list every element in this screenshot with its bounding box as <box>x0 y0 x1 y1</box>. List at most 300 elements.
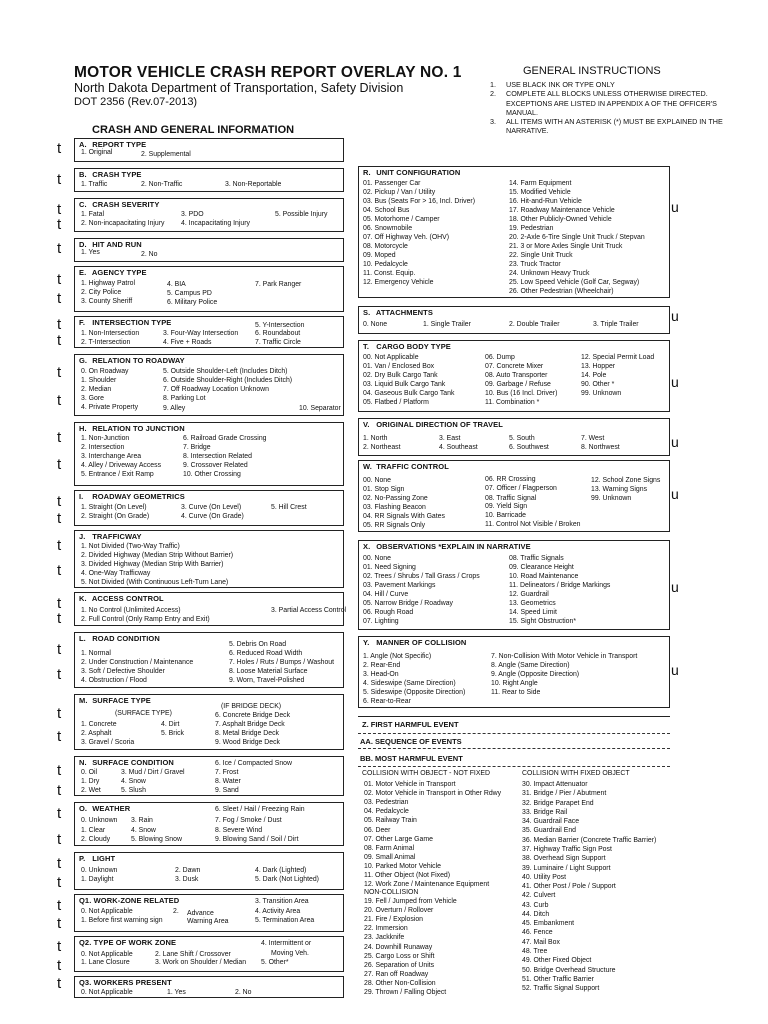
option-item: 1. Fatal <box>81 211 104 218</box>
section-label <box>79 896 179 905</box>
section-label <box>79 140 146 149</box>
option-item: 04. Gaseous Bulk Cargo Tank <box>363 390 455 397</box>
event-option: 10. Parked Motor Vehicle <box>364 862 441 870</box>
field-marker-t: t <box>57 493 62 510</box>
section-key: L. <box>79 634 86 643</box>
option-item: 9. Angle (Opposite Direction) <box>491 671 580 678</box>
option-item: 5. Entrance / Exit Ramp <box>81 471 154 478</box>
section-key: J. <box>79 532 86 541</box>
option-item: 5. Campus PD <box>167 290 212 297</box>
option-item: 4. One-Way Trafficway <box>81 570 151 577</box>
event-option: 37. Highway Traffic Sign Post <box>522 845 612 853</box>
option-item: 4. Private Property <box>81 404 139 411</box>
option-item: 09. Yield Sign <box>485 503 528 510</box>
option-item: 2. Supplemental <box>141 151 191 158</box>
option-item: 1. Normal <box>81 650 111 657</box>
section-title: HIT AND RUN <box>92 240 142 249</box>
option-item: 6. Reduced Road Width <box>229 650 303 657</box>
field-marker-t: t <box>57 332 62 349</box>
option-item: 21. 3 or More Axles Single Unit Truck <box>509 243 623 250</box>
option-item: 5. Y-Intersection <box>255 322 305 329</box>
option-item: Advance <box>187 910 214 917</box>
option-item: 4. Southeast <box>439 444 478 451</box>
field-marker-t: t <box>57 641 62 658</box>
event-option: 01. Motor Vehicle in Transport <box>364 781 456 788</box>
option-item: 2. Non-incapacitating Injury <box>81 220 165 227</box>
option-item: 3. Gore <box>81 395 104 402</box>
field-marker-t: t <box>57 240 62 257</box>
option-item: 08. Motorcycle <box>363 243 408 250</box>
option-item: 4. Obstruction / Flood <box>81 677 147 684</box>
option-item: 5. Blowing Snow <box>131 836 182 843</box>
option-item: 11. Control Not Visible / Broken <box>485 521 581 528</box>
option-item: 4. Activity Area <box>255 908 301 915</box>
option-item: 2. No <box>235 989 252 996</box>
option-item: 6. Rear-to-Rear <box>363 698 411 705</box>
event-option: 47. Mail Box <box>522 938 560 946</box>
option-item: 01. Stop Sign <box>363 486 405 493</box>
option-item: 16. Hit-and-Run Vehicle <box>509 198 582 205</box>
section-c[interactable] <box>74 198 344 232</box>
section-key: N. <box>79 758 87 767</box>
option-item: 2. Wet <box>81 787 101 794</box>
option-item: 06. RR Crossing <box>485 476 536 483</box>
section-title: ROADWAY GEOMETRICS <box>92 492 185 501</box>
event-option: 21. Fire / Explosion <box>364 916 423 924</box>
option-item: 03. Flashing Beacon <box>363 504 426 511</box>
section-y[interactable] <box>358 636 670 708</box>
event-option: 19. Fell / Jumped from Vehicle <box>364 898 457 905</box>
option-item: 7. Off Roadway Location Unknown <box>163 386 269 393</box>
section-title: OBSERVATIONS *EXPLAIN IN NARRATIVE <box>376 542 531 551</box>
option-item: 9. Alley <box>163 405 186 412</box>
field-marker-u: u <box>671 308 679 324</box>
section-h[interactable] <box>74 422 344 486</box>
section-title: SURFACE CONDITION <box>92 758 174 767</box>
option-item: (SURFACE TYPE) <box>115 710 172 717</box>
first-harmful-event-label: Z. FIRST HARMFUL EVENT <box>362 720 459 729</box>
section-title: ATTACHMENTS <box>375 308 433 317</box>
option-item: 03. Liquid Bulk Cargo Tank <box>363 381 446 388</box>
option-item: 3. Work on Shoulder / Median <box>155 959 247 966</box>
section-e[interactable] <box>74 266 344 312</box>
event-option: 23. Jackknife <box>364 934 405 942</box>
option-item: 01. Need Signing <box>363 564 416 571</box>
section-label <box>79 170 142 179</box>
option-item: 3. Soft / Defective Shoulder <box>81 668 165 675</box>
event-option: 42. Culvert <box>522 892 556 900</box>
field-marker-t: t <box>57 316 62 333</box>
field-marker-t: t <box>57 915 62 932</box>
option-item: 3. Partial Access Control <box>271 607 347 614</box>
option-item: 04. RR Signals With Gates <box>363 513 445 520</box>
section-r[interactable] <box>358 166 670 298</box>
section-title: AGENCY TYPE <box>91 268 147 277</box>
option-item: 5. Dark (Not Lighted) <box>255 876 319 883</box>
field-marker-t: t <box>57 364 62 381</box>
option-item: 03. Pavement Markings <box>363 582 436 589</box>
option-item: 3. Interchange Area <box>81 453 142 460</box>
option-item: 0. Oil <box>81 769 98 776</box>
section-l[interactable] <box>74 632 344 688</box>
section-key: Y. <box>363 638 370 647</box>
option-item: 10. Separator <box>299 405 341 412</box>
section-a[interactable] <box>74 138 344 162</box>
instruction-item: 3. ALL ITEMS WITH AN ASTERISK (*) MUST BE EXPLAINED IN THE NARRATIVE. <box>490 117 723 136</box>
option-item: 19. Pedestrian <box>509 225 554 232</box>
section-key: O. <box>79 804 88 813</box>
section-title: CRASH SEVERITY <box>92 200 160 209</box>
option-item: 07. Lighting <box>363 618 399 625</box>
option-item: 4. Snow <box>131 827 156 834</box>
field-marker-t: t <box>57 805 62 822</box>
option-item: 01. Van / Enclosed Box <box>363 363 435 370</box>
section-p[interactable] <box>74 852 344 890</box>
option-item: 10. Pedalcycle <box>363 261 408 268</box>
section-label <box>79 200 159 209</box>
field-marker-t: t <box>57 201 62 218</box>
option-item: 02. Trees / Shrubs / Tall Grass / Crops <box>363 573 480 580</box>
option-item: 6. Southwest <box>509 444 549 451</box>
event-option: 51. Other Traffic Barrier <box>522 975 594 983</box>
section-title: INTERSECTION TYPE <box>92 318 172 327</box>
option-item: 05. RR Signals Only <box>363 522 426 529</box>
option-item: 7. Asphalt Bridge Deck <box>215 721 285 728</box>
section-title: MANNER OF COLLISION <box>376 638 467 647</box>
field-marker-t: t <box>57 456 62 473</box>
section-key: Q3. <box>79 978 92 987</box>
option-item: 8. Northwest <box>581 444 620 451</box>
section-title: CARGO BODY TYPE <box>376 342 451 351</box>
event-option: 44. Ditch <box>522 910 550 918</box>
option-item: 1. Yes <box>167 989 186 996</box>
section-key: C. <box>79 200 87 209</box>
event-option: 22. Immersion <box>364 925 408 933</box>
section-s[interactable] <box>358 306 670 334</box>
option-item: 3. Mud / Dirt / Gravel <box>121 769 185 776</box>
section-j[interactable] <box>74 530 344 588</box>
option-item: 0. Not Applicable <box>81 989 133 996</box>
option-item: 9. Sand <box>215 787 239 794</box>
section-i[interactable] <box>74 490 344 526</box>
option-item: 1. North <box>363 435 388 442</box>
option-item: 2. Lane Shift / Crossover <box>155 951 231 958</box>
field-marker-t: t <box>57 782 62 799</box>
option-item: 1. Yes <box>81 249 100 256</box>
option-item: 1. Concrete <box>81 721 117 728</box>
option-item: 12. Special Permit Load <box>581 354 655 361</box>
field-marker-u: u <box>671 199 679 215</box>
option-item: 07. Off Highway Veh. (OHV) <box>363 234 450 241</box>
event-option: 04. Pedalcycle <box>364 808 409 816</box>
option-item: 9. Wood Bridge Deck <box>215 739 280 746</box>
option-item: 4. Intermittent or <box>261 940 312 947</box>
section-label <box>79 696 151 705</box>
option-item: 3. Head-On <box>363 671 399 678</box>
section-n[interactable] <box>74 756 344 796</box>
section-label <box>363 638 466 647</box>
event-option: 12. Work Zone / Maintenance Equipment <box>364 881 490 889</box>
section-key: Q1. <box>79 896 92 905</box>
event-option: 35. Guardrail End <box>522 827 577 835</box>
section-label <box>363 542 531 551</box>
event-option: 11. Other Object (Not Fixed) <box>364 872 451 879</box>
option-item: 3. Divided Highway (Median Strip With Barrier) <box>81 561 224 568</box>
option-item: 5. Outside Shoulder-Left (Includes Ditch) <box>163 368 288 375</box>
section-title: LIGHT <box>92 854 116 863</box>
option-item: 20. 2-Axle 6-Tire Single Unit Truck / Stepvan <box>509 234 645 241</box>
event-option: 03. Pedestrian <box>364 799 409 807</box>
option-item: 05. Flatbed / Platform <box>363 399 429 406</box>
option-item: 6. Outside Shoulder-Right (Includes Ditch) <box>163 377 293 384</box>
form-title: MOTOR VEHICLE CRASH REPORT OVERLAY NO. 1 <box>74 64 462 81</box>
field-marker-u: u <box>671 662 679 678</box>
option-item: 10. Road Maintenance <box>509 573 579 580</box>
option-item: 3. County Sheriff <box>81 298 133 305</box>
collision-fixed-caption: COLLISION WITH FIXED OBJECT <box>522 770 630 777</box>
section-q1[interactable] <box>74 894 344 932</box>
option-item: 5. Termination Area <box>255 917 315 924</box>
option-item: 13. Geometrics <box>509 600 556 607</box>
option-item: 1. Traffic <box>81 181 108 188</box>
option-item: 14. Speed Limit <box>509 609 557 616</box>
option-item: 5. Brick <box>161 730 184 737</box>
section-q2[interactable] <box>74 936 344 972</box>
section-title: ORIGINAL DIRECTION OF TRAVEL <box>376 420 503 429</box>
option-item: 2. Double Trailer <box>509 321 560 328</box>
event-option: 38. Overhead Sign Support <box>522 855 606 863</box>
option-item: 8. Water <box>215 778 241 785</box>
field-marker-t: t <box>57 957 62 974</box>
option-item: 9. Crossover Related <box>183 462 248 469</box>
event-option: 31. Bridge / Pier / Abutment <box>522 790 607 798</box>
event-option: 39. Luminaire / Light Support <box>522 864 611 872</box>
section-q3[interactable] <box>74 976 344 998</box>
option-item: 2. Full Control (Only Ramp Entry and Exit) <box>81 616 210 623</box>
section-w[interactable] <box>358 460 670 532</box>
section-label <box>79 532 142 541</box>
option-item: 12. Guardrail <box>509 591 549 598</box>
instructions-heading: GENERAL INSTRUCTIONS <box>523 65 661 77</box>
section-key: Q2. <box>79 938 92 947</box>
field-marker-t: t <box>57 728 62 745</box>
field-marker-t: t <box>57 429 62 446</box>
section-label <box>79 978 172 987</box>
field-marker-t: t <box>57 537 62 554</box>
option-item: 18. Other Publicly-Owned Vehicle <box>509 216 612 223</box>
option-item: 06. Dump <box>485 354 515 361</box>
option-item: 23. Truck Tractor <box>509 261 561 268</box>
option-item: 1. Daylight <box>81 876 114 883</box>
option-item: 06. Rough Road <box>363 609 414 616</box>
option-item: 02. Pickup / Van / Utility <box>363 189 436 196</box>
section-key: X. <box>363 542 371 551</box>
field-marker-u: u <box>671 579 679 595</box>
option-item: 1. Dry <box>81 778 100 785</box>
option-item: 4. Sideswipe (Same Direction) <box>363 680 456 687</box>
option-item: 5. Other* <box>261 959 289 966</box>
option-item: 99. Unknown <box>591 495 632 502</box>
section-x[interactable] <box>358 540 670 630</box>
event-option: 29. Thrown / Falling Object <box>364 989 447 996</box>
option-item: 2. City Police <box>81 289 122 296</box>
section-label <box>79 804 130 813</box>
option-item: 09. Clearance Height <box>509 564 574 571</box>
section-t[interactable] <box>358 340 670 412</box>
option-item: 0. Not Applicable <box>81 908 133 915</box>
option-item: 2. Asphalt <box>81 730 112 737</box>
option-item: 3. Non-Reportable <box>225 181 282 188</box>
option-item: 6. Military Police <box>167 299 218 306</box>
event-option: 52. Traffic Signal Support <box>522 985 600 993</box>
instruction-item: 1. USE BLACK INK OR TYPE ONLY <box>490 80 615 89</box>
option-item: 04. Hill / Curve <box>363 591 409 598</box>
event-option: 46. Fence <box>522 929 553 937</box>
option-item: 8. Intersection Related <box>183 453 252 460</box>
event-option: 33. Bridge Rail <box>522 808 568 816</box>
field-marker-t: t <box>57 855 62 872</box>
option-item: 5. Debris On Road <box>229 641 287 648</box>
section-label <box>79 318 171 327</box>
option-item: 2. Non-Traffic <box>141 181 183 188</box>
field-marker-t: t <box>57 897 62 914</box>
option-item: 13. Warning Signs <box>591 486 648 493</box>
option-item: 1. Lane Closure <box>81 959 130 966</box>
section-label <box>79 594 164 603</box>
section-key: W. <box>363 462 372 471</box>
section-v[interactable] <box>358 418 670 456</box>
option-item: 09. Moped <box>363 252 396 259</box>
event-option: 36. Median Barrier (Concrete Traffic Barrier) <box>522 836 657 844</box>
option-item: 8. Metal Bridge Deck <box>215 730 279 737</box>
section-label <box>79 268 147 277</box>
option-item: 2. <box>173 908 179 915</box>
option-item: 0. On Roadway <box>81 368 129 375</box>
most-harmful-event-label[interactable]: BB. MOST HARMFUL EVENT <box>360 754 463 763</box>
event-option: 07. Other Large Game <box>364 835 433 843</box>
option-item: 1. Clear <box>81 827 106 834</box>
section-label <box>363 420 503 429</box>
non-collision-caption: NON-COLLISION <box>364 889 419 896</box>
option-item: 14. Farm Equipment <box>509 180 572 187</box>
instruction-item: 2. COMPLETE ALL BLOCKS UNLESS OTHERWISE DIRECTED. EXCEPTIONS ARE LISTED IN APPENDIX A OF THE OFFICER'S MANUAL. <box>490 89 717 117</box>
option-item: 4. BIA <box>167 281 186 288</box>
option-item: 11. Combination * <box>485 399 540 406</box>
option-item: 08. Traffic Signals <box>509 555 564 562</box>
option-item: 3. Curve (On Level) <box>181 504 242 511</box>
option-item: 99. Unknown <box>581 390 622 397</box>
section-o[interactable] <box>74 802 344 846</box>
option-item: 90. Other * <box>581 381 615 388</box>
option-item: 2. Rear-End <box>363 662 401 669</box>
option-item: 2. Median <box>81 386 112 393</box>
option-item: 05. Motorhome / Camper <box>363 216 440 223</box>
option-item: 0. Not Applicable <box>81 951 133 958</box>
option-item: 10. Bus (16 Incl. Driver) <box>485 390 558 397</box>
option-item: 5. Possible Injury <box>275 211 328 218</box>
section-m[interactable] <box>74 694 344 750</box>
option-item: 11. Rear to Side <box>491 689 541 696</box>
section-key: M. <box>79 696 88 705</box>
option-item: 6. Ice / Compacted Snow <box>215 760 292 767</box>
option-item: 00. None <box>363 555 391 562</box>
option-item: 4. Alley / Driveway Access <box>81 462 162 469</box>
option-item: 02. Dry Bulk Cargo Tank <box>363 372 438 379</box>
option-item: 10. Right Angle <box>491 680 538 687</box>
field-marker-u: u <box>671 374 679 390</box>
section-g[interactable] <box>74 354 344 416</box>
first-harmful-event-field[interactable] <box>358 716 670 728</box>
option-item: 7. Fog / Smoke / Dust <box>215 817 282 824</box>
section-key: H. <box>79 424 87 433</box>
section-key: T. <box>363 342 370 351</box>
section-title: SURFACE TYPE <box>92 696 151 705</box>
option-item: 00. None <box>363 477 391 484</box>
option-item: 14. Pole <box>581 372 607 379</box>
field-marker-t: t <box>57 271 62 288</box>
event-option: 32. Bridge Parapet End <box>522 799 594 807</box>
event-option: 09. Small Animal <box>364 853 416 861</box>
section-title: CRASH AND GENERAL INFORMATION <box>92 124 295 136</box>
option-item: 00. Not Applicable <box>363 354 419 361</box>
option-item: 3. East <box>439 435 461 442</box>
section-label <box>79 938 176 947</box>
option-item: 9. Worn, Travel-Polished <box>229 677 305 684</box>
form-subtitle: North Dakota Department of Transportation, Safety Division <box>74 81 404 95</box>
event-option: 08. Farm Animal <box>364 844 415 852</box>
section-key: I. <box>79 492 84 501</box>
section-key: D. <box>79 240 87 249</box>
section-d[interactable] <box>74 238 344 262</box>
option-item: 4. Incapacitating Injury <box>181 220 250 227</box>
option-item: 07. Officer / Flagperson <box>485 485 557 492</box>
option-item: 1. Angle (Not Specific) <box>363 653 432 660</box>
section-key: K. <box>79 594 87 603</box>
option-item: 5. Not Divided (With Continuous Left-Turn Lane) <box>81 579 229 586</box>
section-f[interactable] <box>74 316 344 348</box>
section-key: R. <box>363 168 371 177</box>
section-b[interactable] <box>74 168 344 192</box>
event-option: 24. Downhill Runaway <box>364 943 433 951</box>
section-key: P. <box>79 854 86 863</box>
option-item: 0. Unknown <box>81 867 118 874</box>
field-marker-t: t <box>57 874 62 891</box>
option-item: 2. Northeast <box>363 444 401 451</box>
section-title: CRASH TYPE <box>92 170 142 179</box>
section-title: ACCESS CONTROL <box>91 594 164 603</box>
option-item: 3. Dusk <box>175 876 199 883</box>
option-item: 1. Non-Junction <box>81 435 130 442</box>
event-option: 02. Motor Vehicle in Transport in Other Rdwy <box>364 790 502 798</box>
option-item: 24. Unknown Heavy Truck <box>509 270 590 277</box>
section-k[interactable] <box>74 592 347 626</box>
sequence-of-events-label[interactable]: AA. SEQUENCE OF EVENTS <box>360 737 462 746</box>
section-label <box>79 240 142 249</box>
field-marker-t: t <box>57 562 62 579</box>
option-item: 04. School Bus <box>363 207 410 214</box>
option-item: 15. Modified Vehicle <box>509 189 571 196</box>
option-item: 17. Roadway Maintenance Vehicle <box>509 207 615 214</box>
option-item: (IF BRIDGE DECK) <box>221 703 282 710</box>
option-item: 2. No <box>141 251 158 258</box>
option-item: 4. Dirt <box>161 721 180 728</box>
option-item: 5. Slush <box>121 787 146 794</box>
section-title: REPORT TYPE <box>92 140 147 149</box>
section-label <box>363 462 449 471</box>
option-item: 15. Sight Obstruction* <box>509 618 577 625</box>
option-item: 25. Low Speed Vehicle (Golf Car, Segway) <box>509 279 640 286</box>
field-marker-t: t <box>57 610 62 627</box>
